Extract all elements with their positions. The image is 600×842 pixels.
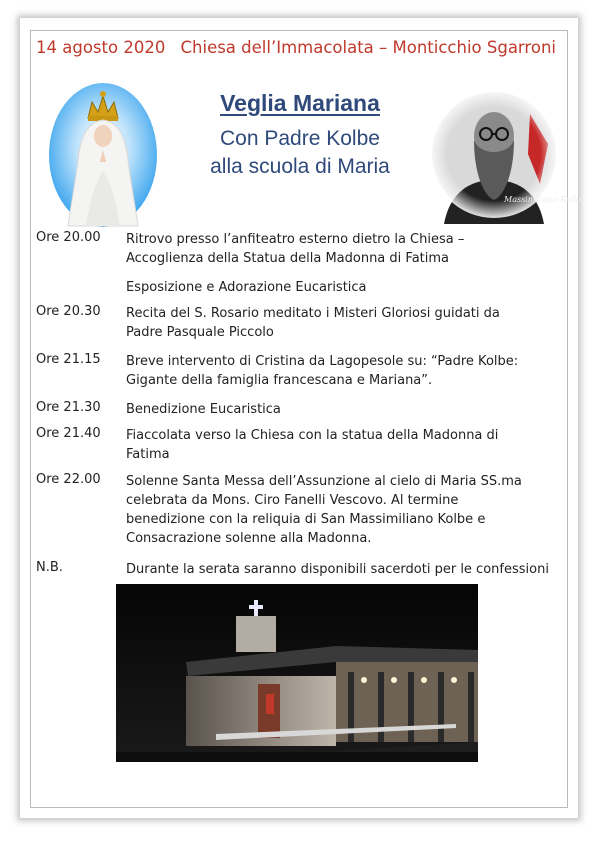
event-location: Chiesa dell’Immacolata – Monticchio Sgarroni xyxy=(180,38,556,57)
schedule-description xyxy=(126,400,556,419)
description-line: Breve intervento di Cristina da Lagopesole su: “Padre Kolbe: xyxy=(126,354,519,369)
subtitle-line-2: alla scuola di Maria xyxy=(210,155,390,178)
description-line: Accoglienza della Statua della Madonna di Fatima xyxy=(126,251,449,266)
schedule-description xyxy=(126,426,556,464)
schedule-time: Ore 21.30 xyxy=(36,400,101,415)
padre-kolbe-portrait xyxy=(430,84,584,224)
note-label: N.B. xyxy=(36,560,63,575)
description-line: Recita del S. Rosario meditato i Misteri Gloriosi guidati da xyxy=(126,306,500,321)
subtitle-line-1: Con Padre Kolbe xyxy=(220,127,380,150)
description-line: Esposizione e Adorazione Eucaristica xyxy=(126,280,367,295)
kolbe-signature: Massimiliano Kolbe xyxy=(504,195,584,204)
title-block xyxy=(170,90,430,181)
event-subtitle xyxy=(170,125,430,181)
description-line: Gigante della famiglia francescana e Mariana”. xyxy=(126,373,433,388)
church-photo xyxy=(116,584,478,762)
event-date: 14 agosto 2020 xyxy=(36,38,166,57)
event-title: Veglia Mariana xyxy=(220,90,380,116)
description-line: Fatima xyxy=(126,447,170,462)
schedule-time: Ore 20.00 xyxy=(36,230,101,245)
description-line: celebrata da Mons. Ciro Fanelli Vescovo. Al termine xyxy=(126,493,459,508)
description-line: Fiaccolata verso la Chiesa con la statua della Madonna di xyxy=(126,428,499,443)
description-line: Benedizione Eucaristica xyxy=(126,402,281,417)
note-text xyxy=(126,560,556,579)
schedule-description xyxy=(126,472,556,548)
description-line: Solenne Santa Messa dell’Assunzione al cielo di Maria SS.ma xyxy=(126,474,522,489)
description-line: Padre Pasquale Piccolo xyxy=(126,325,274,340)
schedule-description xyxy=(126,304,556,342)
description-line: benedizione con la reliquia di San Massimiliano Kolbe e xyxy=(126,512,486,527)
schedule-time: Ore 20.30 xyxy=(36,304,101,319)
schedule-time: Ore 22.00 xyxy=(36,472,101,487)
flyer-page xyxy=(20,18,584,818)
schedule-time: Ore 21.15 xyxy=(36,352,101,367)
description-line: Ritrovo presso l’anfiteatro esterno dietro la Chiesa – xyxy=(126,232,465,247)
schedule-time: Ore 21.40 xyxy=(36,426,101,441)
schedule-description xyxy=(126,352,556,390)
schedule-description xyxy=(126,278,556,297)
madonna-image xyxy=(48,80,158,230)
schedule-description xyxy=(126,230,556,268)
description-line: Durante la serata saranno disponibili sacerdoti per le confessioni xyxy=(126,562,549,577)
description-line: Consacrazione solenne alla Madonna. xyxy=(126,531,372,546)
